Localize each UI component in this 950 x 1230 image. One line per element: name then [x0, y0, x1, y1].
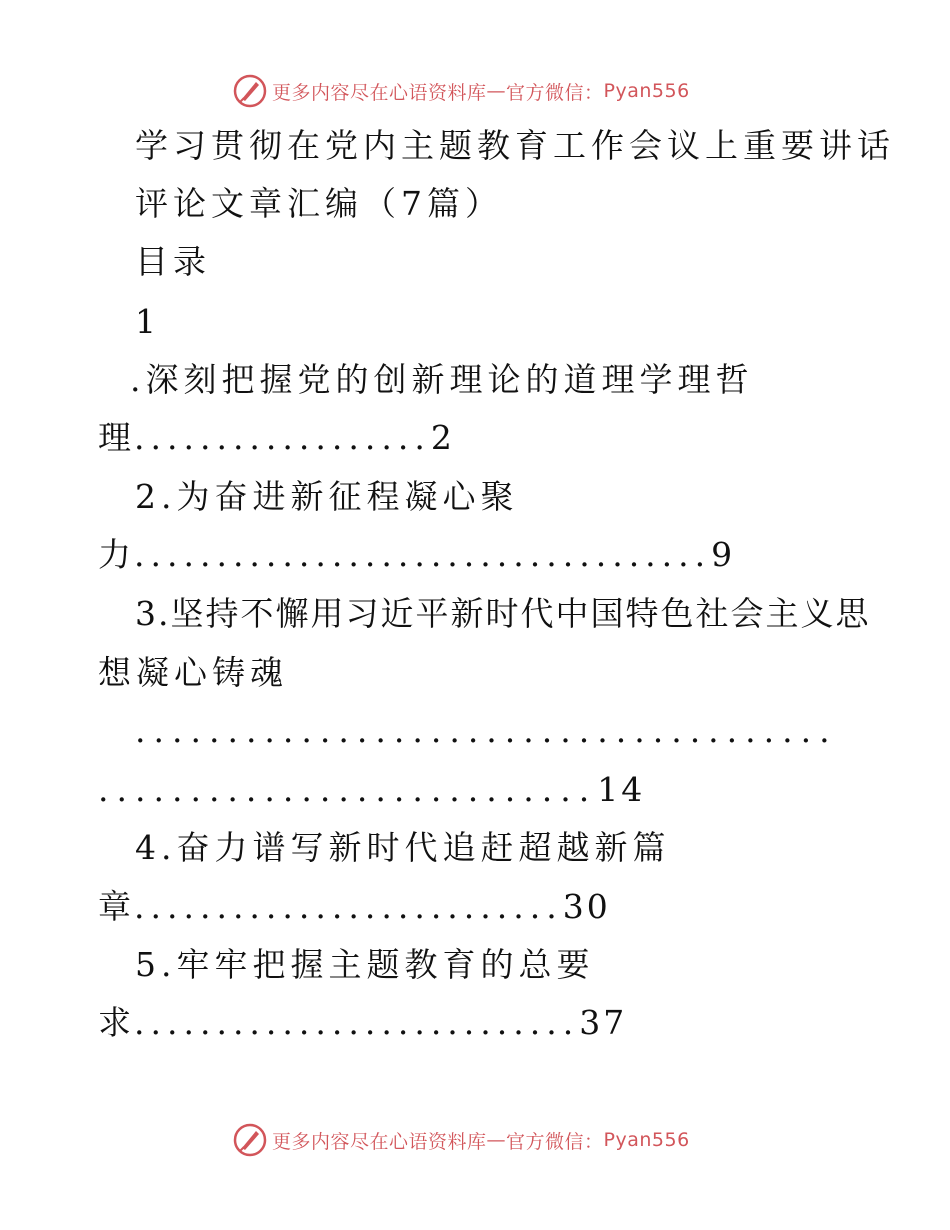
toc-entry-5-title: 5.牢牢把握主题教育的总要	[135, 945, 595, 984]
toc-entry-2-leader: ...................................	[134, 535, 712, 574]
toc-entry-3-page: 14	[597, 770, 646, 809]
watermark-banner-bottom	[232, 1120, 690, 1160]
toc-entry-4-page: 30	[562, 887, 611, 926]
toc-entry-2-leader-line	[98, 535, 735, 575]
toc-entry-3-leader-b: ...........................	[98, 770, 598, 809]
toc-entry-1-leader: ..................	[134, 418, 431, 457]
toc-entry-5-leader-line	[98, 1003, 627, 1043]
watermark-wechat-label: 官方微信：	[506, 81, 604, 104]
toc-entry-4-leader-line	[98, 887, 611, 927]
toc-entry-2-title-end: 力	[98, 535, 134, 574]
document-title-line1: 学习贯彻在党内主题教育工作会议上重要讲话	[135, 126, 895, 165]
toc-entry-1-title: .深刻把握党的创新理论的道理学理哲	[130, 360, 754, 399]
watermark-banner-top	[232, 71, 690, 111]
toc-entry-3-title-end: 想凝心铸魂	[98, 653, 288, 692]
watermark-wechat-id: Pyan556	[603, 80, 690, 102]
toc-heading: 目录	[135, 242, 211, 281]
toc-entry-4-title: 4.奋力谱写新时代追赶超越新篇	[135, 828, 671, 867]
toc-entry-1-number: 1	[135, 302, 159, 341]
toc-entry-5-page: 37	[579, 1003, 628, 1042]
toc-entry-4-leader: ..........................	[134, 887, 563, 926]
watermark-dash: —	[486, 1129, 507, 1151]
document-title-line2: 评论文章汇编（7篇）	[135, 184, 503, 223]
quill-pen-logo-icon	[232, 73, 268, 109]
watermark-wechat-id: Pyan556	[603, 1129, 690, 1151]
watermark-brand: 更多内容尽在心语资料库	[272, 81, 487, 104]
toc-entry-5-leader: ...........................	[134, 1003, 580, 1042]
toc-entry-3-title: 3.坚持不懈用习近平新时代中国特色社会主义思	[135, 594, 871, 633]
toc-entry-4-title-end: 章	[98, 887, 134, 926]
watermark-brand: 更多内容尽在心语资料库	[272, 1130, 487, 1153]
watermark-wechat-label: 官方微信：	[506, 1130, 604, 1153]
toc-entry-1-title-end: 理	[98, 418, 134, 457]
toc-entry-3-leader-line	[98, 770, 645, 810]
toc-entry-2-title: 2.为奋进新征程凝心聚	[135, 477, 519, 516]
toc-entry-1-page: 2	[430, 418, 455, 457]
toc-entry-3-leader-a: ......................................	[135, 711, 838, 750]
quill-pen-logo-icon	[232, 1122, 268, 1158]
toc-entry-5-title-end: 求	[98, 1003, 134, 1042]
toc-entry-1-leader-line	[98, 418, 455, 458]
toc-entry-2-page: 9	[711, 535, 736, 574]
watermark-dash: —	[486, 80, 507, 102]
